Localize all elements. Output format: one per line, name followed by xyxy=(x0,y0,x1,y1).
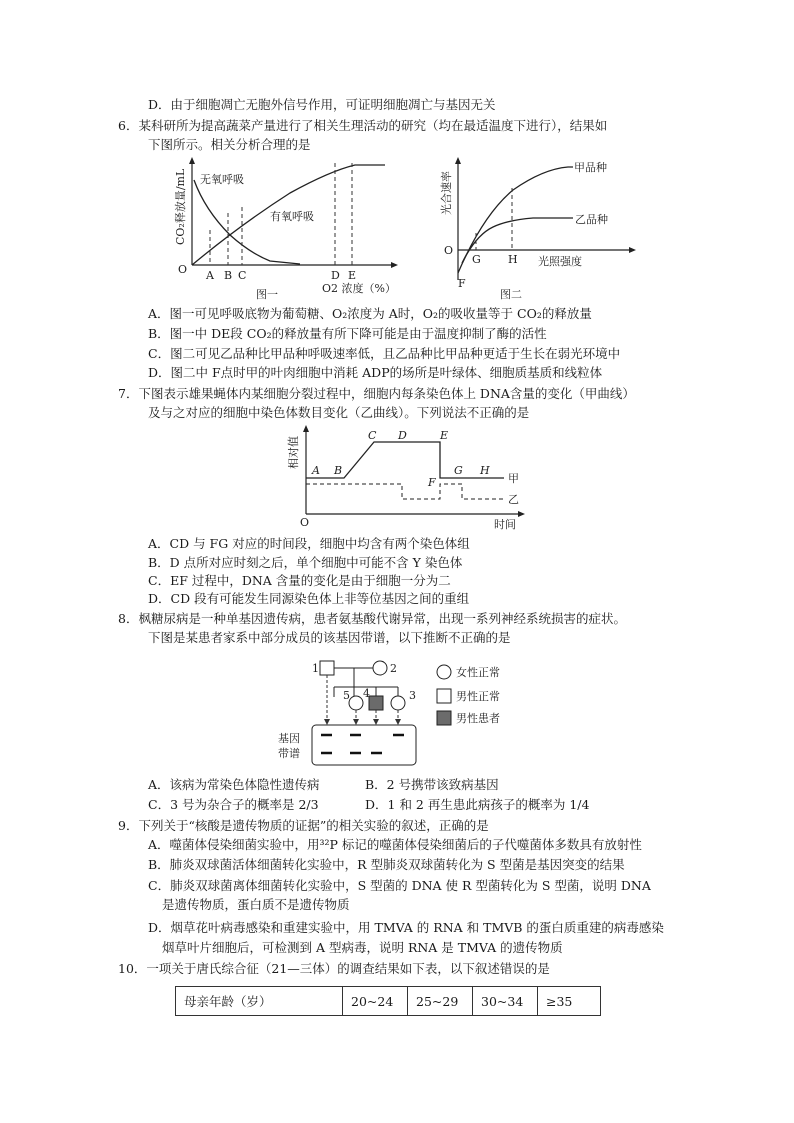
q6-option-a: A．图一可见呼吸底物为葡萄糖、O₂浓度为 A时，O₂的吸收量等于 CO₂的释放量 xyxy=(148,306,592,321)
q10-survey-table xyxy=(175,986,601,1016)
q9-option-d-line2: 烟草叶片细胞后，可检测到 A 型病毒，说明 RNA 是 TMVA 的遗传物质 xyxy=(162,940,563,955)
fig2-tick-g: G xyxy=(472,253,481,266)
q8-option-d: D．1 和 2 再生患此病孩子的概率为 1/4 xyxy=(365,797,590,812)
curve-yi xyxy=(306,484,504,499)
fig2-cultivar-b-label: 乙品种 xyxy=(575,213,608,226)
fig2-origin: O xyxy=(444,244,454,257)
q10-stem: 10．一项关于唐氏综合征（21—三体）的调查结果如下表，以下叙述错误的是 xyxy=(118,961,550,976)
q6-stem-line2: 下图所示。相关分析合理的是 xyxy=(148,137,311,152)
q7-option-c: C．EF 过程中，DNA 含量的变化是由于细胞一分为二 xyxy=(148,573,451,588)
member-4-male-patient xyxy=(369,696,383,710)
member-2-female-normal xyxy=(373,661,387,675)
fig2-cultivar-a-label: 甲品种 xyxy=(574,161,607,174)
q9-stem: 9．下列关于“核酸是遗传物质的证据”的相关实验的叙述，正确的是 xyxy=(118,818,489,833)
q7-xlabel: 时间 xyxy=(494,518,516,531)
q8-option-c: C．3 号为杂合子的概率是 2/3 xyxy=(148,797,319,812)
q7-option-d: D．CD 段有可能发生同源染色体上非等位基因之间的重组 xyxy=(148,591,470,606)
fig2-tick-f: F xyxy=(458,277,466,290)
q7-point-c: C xyxy=(368,429,377,442)
fig1-tick-c: C xyxy=(238,269,247,282)
q8-stem-line2: 下图是某患者家系中部分成员的该基因带谱，以下推断不正确的是 xyxy=(148,630,511,645)
fig1-ylabel: CO₂释放量/mL xyxy=(174,168,187,245)
member-5-female-normal xyxy=(349,696,363,710)
legend-male-patient: 男性患者 xyxy=(456,712,500,725)
q8-stem-line1: 8．枫糖尿病是一种单基因遗传病，患者氨基酸代谢异常，出现一系列神经系统损害的症状。 xyxy=(118,611,626,626)
q9-option-c-line1: C．肺炎双球菌离体细菌转化实验中，S 型菌的 DNA 使 R 型菌转化为 S 型菌，说明 DNA xyxy=(148,878,651,893)
q6-option-d: D．图二中 F点时甲的叶肉细胞中消耗 ADP的场所是叶绿体、细胞质基质和线粒体 xyxy=(148,365,603,380)
q7-curve-jia-label: 甲 xyxy=(508,472,519,485)
fig1-tick-b: B xyxy=(224,269,233,282)
q5-option-d: D．由于细胞凋亡无胞外信号作用，可证明细胞凋亡与基因无关 xyxy=(148,97,496,112)
q7-point-e: E xyxy=(440,429,449,442)
fig1-tick-d: D xyxy=(331,269,340,282)
q7-option-a: A．CD 与 FG 对应的时间段，细胞中均含有两个染色体组 xyxy=(148,536,470,551)
q7-option-b: B．D 点所对应时刻之后，单个细胞中可能不含 Y 染色体 xyxy=(148,555,463,570)
q7-curve-yi-label: 乙 xyxy=(508,493,519,506)
fig1-anaerobic-label: 无氧呼吸 xyxy=(200,173,244,186)
member-4-number: 4 xyxy=(363,687,370,700)
fig2-xlabel: 光照强度 xyxy=(538,255,582,268)
q6-figure-2 xyxy=(438,155,638,300)
q7-point-b: B xyxy=(334,464,343,477)
legend-female-normal: 女性正常 xyxy=(456,666,500,679)
q7-point-h: H xyxy=(480,464,490,477)
fig1-caption: 图一 xyxy=(256,288,278,300)
fig2-tick-h: H xyxy=(508,253,518,266)
q9-option-c-line2: 是遗传物质，蛋白质不是遗传物质 xyxy=(162,897,350,912)
member-1-male-normal xyxy=(320,661,334,675)
fig2-caption: 图二 xyxy=(500,288,522,300)
q7-figure xyxy=(282,424,532,534)
fig1-tick-a: A xyxy=(206,269,214,282)
legend-male-normal: 男性正常 xyxy=(456,690,500,703)
fig1-origin: O xyxy=(178,263,188,276)
fig1-tick-e: E xyxy=(348,269,357,282)
legend-male-icon xyxy=(437,689,451,703)
q8-option-b: B．2 号携带该致病基因 xyxy=(365,777,499,792)
q6-stem-line1: 6．某科研所为提高蔬菜产量进行了相关生理活动的研究（均在最适温度下进行），结果如 xyxy=(118,118,608,133)
q9-option-b: B．肺炎双球菌活体细菌转化实验中，R 型肺炎双球菌转化为 S 型菌是基因突变的结果 xyxy=(148,857,625,872)
table-header-cell: 母亲年龄（岁） xyxy=(176,987,343,1016)
q6-option-b: B．图一中 DE段 CO₂的释放量有所下降可能是由于温度抑制了酶的活性 xyxy=(148,326,547,341)
legend-female-icon xyxy=(437,665,451,679)
q7-stem-line2: 及与之对应的细胞中染色体数目变化（乙曲线）。下列说法不正确的是 xyxy=(148,405,530,420)
member-3-female-normal xyxy=(391,696,405,710)
q7-stem-line1: 7．下图表示雄果蝇体内某细胞分裂过程中，细胞内每条染色体上 DNA含量的变化（甲曲线） xyxy=(118,386,635,401)
q9-option-d-line1: D．烟草花叶病毒感染和重建实验中，用 TMVA 的 RNA 和 TMVB 的蛋白质重建的病毒感染 xyxy=(148,920,664,935)
legend-patient-icon xyxy=(437,711,451,725)
q7-point-g: G xyxy=(454,464,463,477)
table-row xyxy=(176,987,601,1016)
member-5-number: 5 xyxy=(343,689,350,702)
band-label-2: 带谱 xyxy=(278,747,300,760)
fig2-ylabel: 光合速率 xyxy=(440,171,453,215)
q8-pedigree-figure xyxy=(276,655,536,770)
table-cell: 30~34 xyxy=(473,987,538,1016)
member-1-number: 1 xyxy=(312,662,319,675)
q7-ylabel: 相对值 xyxy=(287,436,300,469)
q6-option-c: C．图二可见乙品种比甲品种呼吸速率低，且乙品种比甲品种更适于生长在弱光环境中 xyxy=(148,346,621,361)
q8-option-a: A．该病为常染色体隐性遗传病 xyxy=(148,777,320,792)
fig1-aerobic-label: 有氧呼吸 xyxy=(270,210,314,223)
member-2-number: 2 xyxy=(390,662,397,675)
q7-point-d: D xyxy=(398,429,407,442)
q7-origin: O xyxy=(300,516,310,529)
q7-point-a: A xyxy=(312,464,320,477)
q6-figure-1 xyxy=(170,155,410,300)
q7-point-f: F xyxy=(428,476,436,489)
fig1-xlabel: O2 浓度（%） xyxy=(322,282,396,295)
table-cell: 25~29 xyxy=(408,987,473,1016)
gene-band-chart xyxy=(312,725,416,765)
table-cell: 20~24 xyxy=(343,987,408,1016)
table-cell: ≥35 xyxy=(538,987,601,1016)
band-label-1: 基因 xyxy=(278,732,300,745)
member-3-number: 3 xyxy=(409,689,416,702)
q9-option-a: A．噬菌体侵染细菌实验中，用³²P 标记的噬菌体侵染细菌后的子代噬菌体多数具有放射性 xyxy=(148,837,642,852)
